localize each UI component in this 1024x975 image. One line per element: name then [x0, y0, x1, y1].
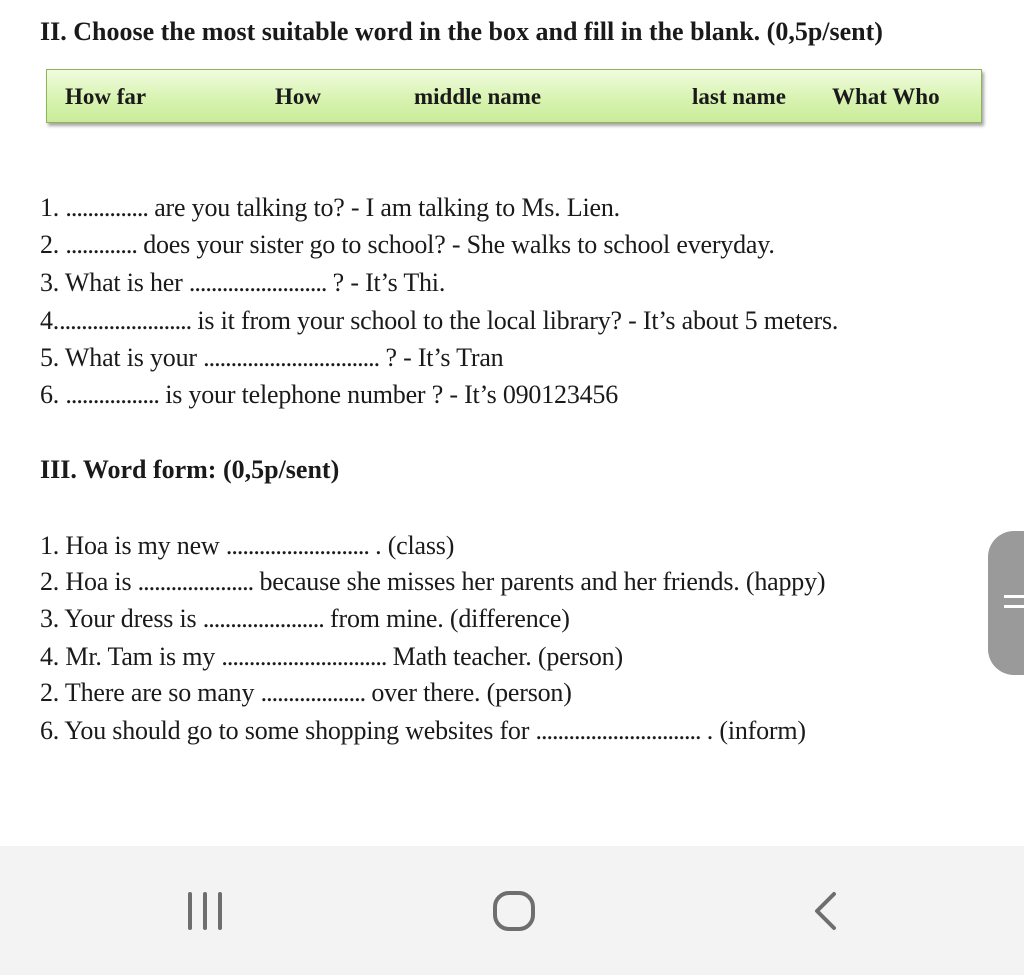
question-text: from mine. (difference)	[323, 604, 570, 633]
question-text: . (inform)	[700, 716, 806, 745]
question-text: 3. What is her	[40, 268, 189, 297]
answer-blank: ..........................	[225, 531, 369, 560]
question-text: Math teacher. (person)	[386, 642, 623, 671]
question-text: ? - It’s Tran	[379, 343, 504, 372]
question-text: over there. (person)	[365, 678, 572, 707]
word-option: middle name	[414, 84, 542, 109]
navigation-bar	[0, 846, 1024, 975]
fill-blank-question-5	[40, 343, 503, 373]
question-text: 1.	[40, 193, 66, 222]
word-form-question-1	[40, 531, 454, 561]
word-option: How far	[65, 84, 147, 109]
word-form-question-2	[40, 567, 825, 597]
answer-blank: .................	[65, 380, 159, 409]
question-text: is your telephone number ? - It’s 090123456	[158, 380, 619, 409]
word-box	[46, 69, 982, 123]
back-button[interactable]	[782, 866, 872, 956]
question-text: does your sister go to school? - She walks to school everyday.	[136, 230, 775, 259]
word-form-question-3	[40, 604, 570, 634]
question-text: ? - It’s Thi.	[326, 268, 446, 297]
question-text: 3. Your dress is	[40, 604, 203, 633]
question-text: . (class)	[368, 531, 455, 560]
back-icon	[782, 866, 872, 956]
question-text: is it from your school to the local library? - It’s about 5 meters.	[191, 306, 839, 335]
answer-blank: ..............................	[221, 642, 387, 671]
answer-blank: ........................	[59, 306, 192, 335]
question-text: 4. Mr. Tam is my	[40, 642, 222, 671]
answer-blank: ...................	[260, 678, 366, 707]
question-text: are you talking to? - I am talking to Ms. Lien.	[147, 193, 620, 222]
question-text: 2.	[40, 230, 66, 259]
fill-blank-question-6	[40, 380, 618, 410]
question-text: 5. What is your	[40, 343, 204, 372]
answer-blank: .............	[65, 230, 137, 259]
fill-blank-question-3	[40, 268, 445, 298]
word-option: What Who	[832, 84, 940, 109]
home-button[interactable]	[470, 866, 560, 956]
word-option: last name	[692, 84, 786, 109]
question-text: 4.	[40, 306, 60, 335]
fill-blank-question-1	[40, 193, 620, 223]
edge-panel-handle[interactable]	[988, 531, 1024, 675]
word-form-question-4	[40, 642, 623, 672]
answer-blank: ...............	[65, 193, 148, 222]
recent-apps-icon	[162, 866, 252, 956]
handle-line	[1004, 605, 1024, 608]
home-icon	[470, 866, 560, 956]
word-option: How	[275, 84, 321, 109]
question-text: 2. There are so many	[40, 678, 261, 707]
fill-blank-question-4	[40, 306, 838, 336]
fill-blank-question-2	[40, 230, 775, 260]
handle-line	[1004, 595, 1024, 598]
answer-blank: ..............................	[535, 716, 701, 745]
answer-blank: ................................	[203, 343, 380, 372]
question-text: 1. Hoa is my new	[40, 531, 226, 560]
word-form-question-6	[40, 716, 806, 746]
answer-blank: .....................	[137, 567, 254, 596]
section-2-title: II. Choose the most suitable word in the box and fill in the blank. (0,5p/sent)	[40, 17, 883, 46]
recent-apps-button[interactable]	[162, 866, 252, 956]
question-text: because she misses her parents and her friends. (happy)	[253, 567, 826, 596]
answer-blank: ......................	[202, 604, 324, 633]
question-text: 2. Hoa is	[40, 567, 138, 596]
question-text: 6. You should go to some shopping websites for	[40, 716, 536, 745]
word-form-question-5	[40, 678, 572, 708]
question-text: 6.	[40, 380, 66, 409]
answer-blank: .........................	[188, 268, 327, 297]
section-3-title: III. Word form: (0,5p/sent)	[40, 455, 340, 484]
